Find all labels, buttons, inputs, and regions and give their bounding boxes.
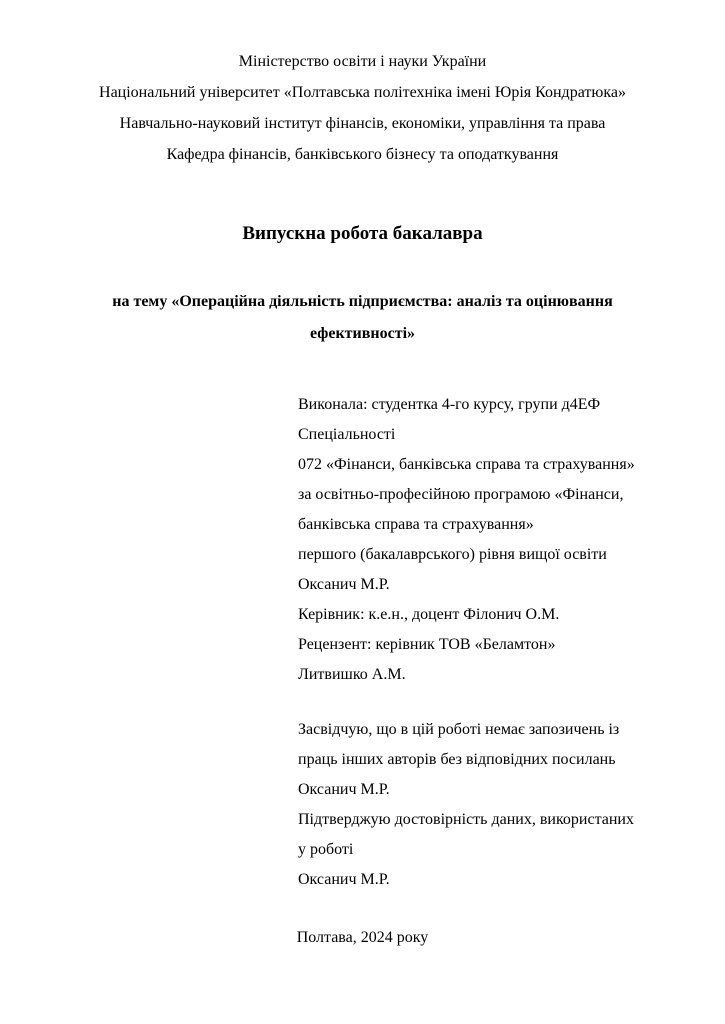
declaration-signature-1: Оксанич М.Р. [298,781,390,798]
confirmation-line-2: у роботі [298,841,354,858]
specialty-label-line: Спеціальності [298,426,396,443]
reviewer-name-line: Литвишко А.М. [298,666,406,683]
reviewer-line: Рецензент: керівник ТОВ «Беламтон» [298,636,556,653]
specialty-code-line: 072 «Фінанси, банківська справа та страхування» [298,456,635,473]
thesis-topic: на тему «Операційна діяльність підприємства: аналіз та оцінювання ефективності» [112,293,613,342]
ministry-line: Міністерство освіти і науки України [238,53,487,70]
declaration-block [298,715,665,895]
author-name-line: Оксанич М.Р. [298,576,390,593]
declaration-line-1: Засвідчую, що в цій роботі немає запозичень із [298,721,620,738]
program-line-1: за освітньо-професійною програмою «Фінанси, [298,486,624,503]
department-line: Кафедра фінансів, банківського бізнесу та оподаткування [166,146,559,163]
author-details-block [298,390,665,690]
program-line-2: банківська справа та страхування» [298,516,534,533]
university-line: Національний університет «Полтавська політехніка імені Юрія Кондратюка» [99,84,626,101]
confirmation-line-1: Підтверджую достовірність даних, використаних [298,811,634,828]
declaration-signature-2: Оксанич М.Р. [298,871,390,888]
supervisor-line: Керівник: к.е.н., доцент Філонич О.М. [298,606,560,623]
author-line: Виконала: студентка 4-го курсу, групи д4ЕФ [298,396,601,413]
declaration-line-2: праць інших авторів без відповідних посилань [298,751,616,768]
thesis-title: Випускна робота бакалавра [242,223,483,244]
institute-line: Навчально-науковий інститут фінансів, економіки, управління та права [119,115,606,132]
degree-level-line: першого (бакалаврського) рівня вищої освіти [298,546,607,563]
place-year-line: Полтава, 2024 року [296,929,429,946]
institution-header [60,46,665,170]
